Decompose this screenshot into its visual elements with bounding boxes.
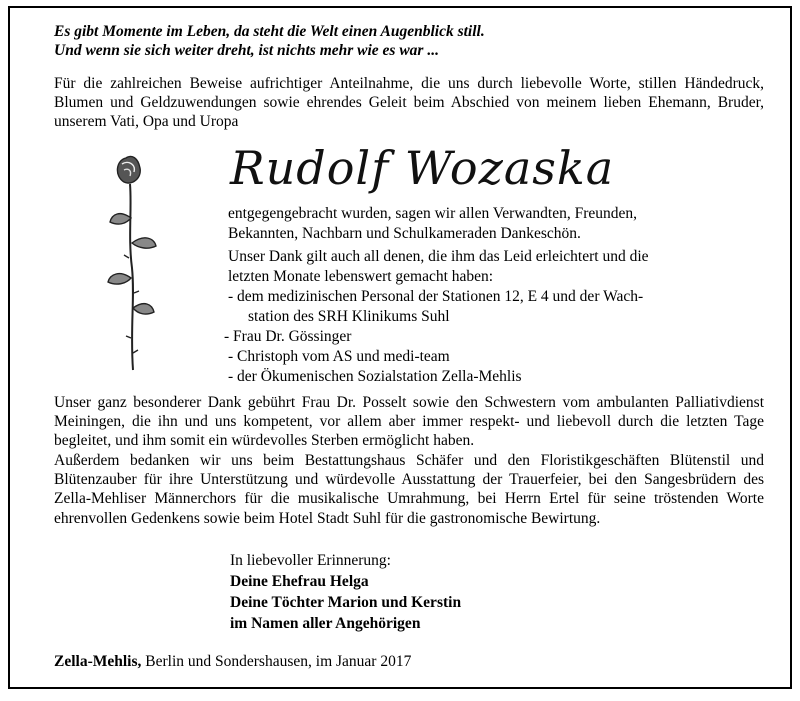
intro-paragraph: Für die zahlreichen Beweise aufrichtiger Anteilnahme, die uns durch liebevolle Worte, stillen Händedruck, Blumen und Geldzuwendungen sowie ehrendes Geleit beim Abschied von meinem lieben Ehemann, Bruder, unserem Vati, Opa und Uropa bbox=[54, 75, 764, 131]
thanks-paragraph-2 bbox=[224, 247, 728, 387]
list-item: - dem medizinischen Personal der Stationen 12, E 4 und der Wach- bbox=[228, 288, 644, 305]
motto-line-1: Es gibt Momente im Leben, da steht die Welt einen Augenblick still. bbox=[54, 23, 485, 40]
signature-line-1: Deine Ehefrau Helga bbox=[230, 573, 369, 590]
signature-block bbox=[230, 550, 461, 634]
footer-rest: Berlin und Sondershausen, im Januar 2017 bbox=[141, 653, 412, 670]
thanks-paragraph-1 bbox=[228, 204, 728, 244]
additional-thanks-paragraph: Außerdem bedanken wir uns beim Bestattungshaus Schäfer und den Floristikgeschäften Blütenstil und Blütenzauber für ihre Unterstützung und würdevolle Ausstattung der Trauerfeier, bei den Sangesbrüdern des Zella-Mehliser Männerchors für die musikalische Umrahmung, bei Herrn Ertel für seine tröstenden Worte ehrenvollen Gedenkens sowie beim Hotel Stadt Suhl für die gastronomische Bewirtung. bbox=[54, 452, 764, 527]
signature-intro: In liebevoller Erinnerung: bbox=[230, 552, 391, 569]
obituary-notice bbox=[8, 6, 792, 689]
thanks-paragraph-1-line-1: entgegengebracht wurden, sagen wir allen Verwandten, Freunden, bbox=[228, 205, 638, 222]
signature-line-2: Deine Töchter Marion und Kerstin bbox=[230, 594, 462, 611]
rose-icon bbox=[102, 148, 162, 378]
motto-line-2: Und wenn sie sich weiter dreht, ist nichts mehr wie es war ... bbox=[54, 42, 439, 59]
footer-place: Zella-Mehlis, bbox=[54, 653, 142, 670]
special-thanks-paragraph: Unser ganz besonderer Dank gebührt Frau Dr. Posselt sowie den Schwestern vom ambulanten Palliativdienst Meiningen, die ihn und uns kompetent, vor allem aber immer respekt- und liebevoll durch die letzten Tage begleitet, und ihm somit ein würdevolles Sterben ermöglicht haben. bbox=[54, 394, 764, 450]
thanks-paragraph-2-line-1: Unser Dank gilt auch all denen, die ihm das Leid erleichtert und die bbox=[228, 248, 649, 265]
signature-line-3: im Namen aller Angehörigen bbox=[230, 615, 421, 632]
list-item: - Christoph vom AS und medi-team bbox=[228, 348, 450, 365]
thanks-paragraph-1-line-2: Bekannten, Nachbarn und Schulkameraden Dankeschön. bbox=[228, 225, 581, 242]
deceased-name: Rudolf Wozaska bbox=[230, 141, 615, 195]
place-date-footer bbox=[54, 653, 411, 671]
list-item-continuation: station des SRH Klinikums Suhl bbox=[248, 308, 450, 325]
motto bbox=[54, 22, 774, 60]
thanks-paragraph-2-line-2: letzten Monate lebenswert gemacht haben: bbox=[228, 268, 494, 285]
list-item: - der Ökumenischen Sozialstation Zella-Mehlis bbox=[228, 368, 522, 385]
list-item: - Frau Dr. Gössinger bbox=[224, 328, 352, 345]
